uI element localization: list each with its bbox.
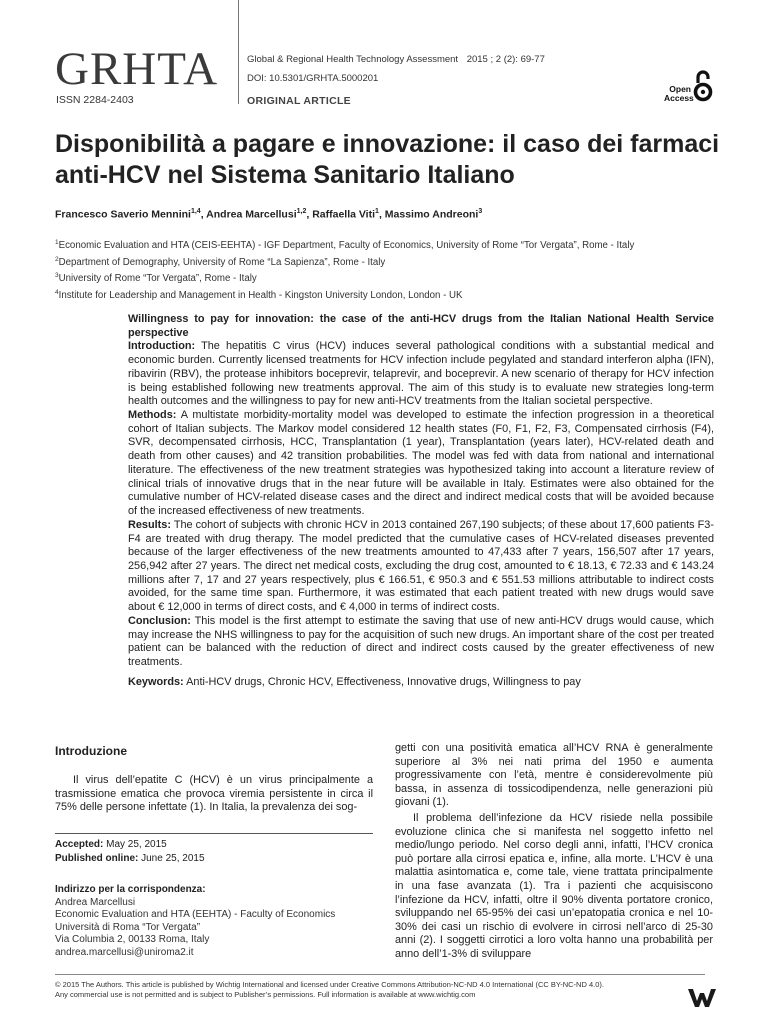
open-access-icon	[693, 69, 713, 103]
license-footer	[55, 980, 675, 1000]
masthead	[0, 0, 768, 115]
article-dates	[55, 838, 373, 866]
body-right-column	[395, 742, 713, 962]
abstract	[128, 313, 714, 689]
issn: ISSN 2284-2403	[56, 94, 134, 106]
correspondence-dept: Economic Evaluation and HTA (EEHTA) - Faculty of Economics	[55, 909, 336, 921]
masthead-divider	[238, 0, 239, 104]
correspondence-block	[55, 884, 373, 960]
article-type: ORIGINAL ARTICLE	[247, 95, 351, 107]
author-affil-ref: 3	[478, 208, 483, 215]
abstract-introduction: Introduction: The hepatitis C virus (HCV) induces several pathological conditions with a substantial medical and economic burden. Currently licensed treatments for HCV infection include pegylated and standard interferon alpha (IFN), ribavirin (RBV), the protease inhibitors boceprevir, telaprevir, and boceprevir. A new scenario of therapy for HCV infection is being established following new treatments approval. The aim of this study is to evaluate new strategies long-term health outcomes and the willingness to pay for new anti-HCV treatments from the Italian societal perspective.	[128, 340, 714, 408]
body-paragraph: getti con una positività ematica all’HCV RNA è generalmente superiore al 3% nei nati prima del 1950 e aumenta progressivamente con l’età, mentre è considerevolmente più bassa, in assenza di tossicodipendenza, nelle generazioni più giovani (1).	[395, 742, 713, 809]
body-paragraph: Il virus dell’epatite C (HCV) è un virus principalmente a trasmissione ematica che provoca viremia persistente in circa il 75% delle persone infettate (1). In Italia, la prevalenza dei sog-	[55, 774, 373, 814]
license-line: Any commercial use is not permitted and is subject to Publisher’s permissions. Full information is available at www.wichtig.com	[55, 990, 476, 999]
abstract-methods: Methods: A multistate morbidity-mortality model was developed to estimate the infection progression in a theoretical cohort of Italian subjects. The Markov model considered 12 health states (F0, F1, F2, F3, Compensated cirrhosis (F4), SVR, decompensated cirrhosis, HCC, Transplantation (1 year), Transplantation (years later), HCV-related death and death from other causes) and 42 transition probabilities. The model was fed with data from national and international literature. The effectiveness of the new treatment strategies was hypothesized taking into account a literature review of clinical trials of innovative drugs that in the near future will be available in Italy. Estimates were also obtained for the cumulative number of HCV-related disease cases and the direct and indirect medical costs that will be avoided because of the increased effectiveness of new treatments.	[128, 409, 714, 518]
affiliation-item: $^4$Institute for Leadership and Management in Health - Kingston University London, London - UK	[55, 289, 463, 302]
journal-name: Global & Regional Health Technology Assessment	[247, 54, 459, 65]
affiliation-list	[55, 236, 735, 303]
abstract-keywords: Keywords: Anti-HCV drugs, Chronic HCV, Effectiveness, Innovative drugs, Willingness to pay	[128, 675, 581, 688]
license-line: © 2015 The Authors. This article is published by Wichtig International and licensed under Creative Commons Attribution-NC-ND 4.0 International (CC BY-NC-ND 4.0).	[55, 980, 604, 989]
article-info-divider	[55, 833, 373, 834]
open-access-badge	[664, 69, 716, 105]
correspondence-heading: Indirizzo per la corrispondenza:	[55, 884, 206, 895]
correspondence-name: Andrea Marcellusi	[55, 896, 136, 908]
affiliation-item: $^3$University of Rome “Tor Vergata”, Rome - Italy	[55, 272, 257, 285]
author-name: Andrea Marcellusi	[206, 208, 297, 221]
correspondence-university: Università di Roma “Tor Vergata”	[55, 921, 201, 933]
footer-divider	[55, 974, 705, 975]
open-access-label: Open Access	[664, 84, 694, 103]
body-left-column	[55, 744, 373, 815]
doi-link[interactable]: DOI: 10.5301/GRHTA.5000201	[247, 73, 379, 84]
affiliation-item: $^2$Department of Demography, University of Rome “La Sapienza”, Rome - Italy	[55, 255, 386, 268]
abstract-conclusion: Conclusion: This model is the first attempt to estimate the saving that use of new anti-HCV drugs would cause, which may increase the NHS willingness to pay for the acquisition of such new drugs. An important share of the cost per treated patient can be balanced with the reduction of direct and indirect costs caused by the greater effectiveness of new treatments.	[128, 614, 714, 668]
author-affil-ref: 1,4	[190, 208, 201, 215]
section-heading: Introduzione	[55, 744, 127, 758]
abstract-results: Results: The cohort of subjects with chronic HCV in 2013 contained 267,190 subjects; of these about 17,600 patients F3-F4 are treated with drug therapy. The model predicted that the cumulative cases of HCV-related diseases prevented because of the larger effectiveness of the new treatments amounted to 47,433 after 7 years, 156,507 after 17 years, 256,942 after 27 years. The direct net medical costs, excluding the drug cost, amounted to € 18.13, € 72.33 and € 143.24 millions after 7, 17 and 27 years respectively, plus € 166.51, € 950.3 and € 551.53 millions attributable to indirect costs avoided, for the same time span. Furthermore, it was estimated that each patient treated with new drugs would save about € 12,000 in terms of direct costs, and € 4,000 in terms of indirect costs.	[128, 518, 714, 614]
journal-volume: 2 (2): 69-77	[495, 54, 545, 65]
publisher-logo-icon	[688, 987, 716, 1009]
correspondence-email[interactable]: andrea.marcellusi@uniroma2.it	[55, 946, 194, 958]
author-list: Francesco Saverio Mennini$^{1,4}$, Andrea Marcellusi$^{1,2}$, Raffaella Viti$^1$, Massimo Andreoni$^3$	[55, 208, 483, 221]
body-paragraph: Il problema dell’infezione da HCV risiede nella possibile evoluzione clinica che si manifesta nel soggetto infetto nel medio/lungo periodo. Nel corso degli anni, infatti, l’HCV cronica può portare alla cirrosi epatica e, infine, alla morte. L’HCV è una malattia asintomatica e, come tale, viene trattata principalmente in una fase avanzata (1). Tra i pazienti che acquisiscono l’infezione da HCV, infatti, oltre il 90% diventa portatore cronico, sviluppando nel 65-95% dei casi un’epatopatia cronica e nel 10-30% dei casi un rischio di evolvere in cirrosi nell’arco di 25-30 anni (2). I soggetti cirrotici a loro volta hanno una probabilità per anno dell’1-3% di sviluppare	[395, 811, 713, 960]
abstract-title: Willingness to pay for innovation: the case of the anti-HCV drugs from the Italian National Health Service perspective	[128, 313, 714, 339]
published-date: Published online: June 25, 2015	[55, 853, 205, 864]
author-name: Massimo Andreoni	[384, 208, 479, 221]
author-affil-ref: 1	[375, 208, 379, 215]
journal-logo: GRHTA	[55, 43, 219, 95]
affiliation-item: $^1$Economic Evaluation and HTA (CEIS-EEHTA) - IGF Department, Faculty of Economics, University of Rome “Tor Vergata”, Rome - Italy	[55, 239, 635, 252]
journal-year: 2015 ;	[466, 54, 494, 65]
author-name: Francesco Saverio Mennini	[55, 208, 191, 221]
correspondence-address: Via Columbia 2, 00133 Roma, Italy	[55, 934, 210, 946]
author-name: Raffaella Viti	[312, 208, 376, 221]
accepted-date: Accepted: May 25, 2015	[55, 839, 167, 850]
journal-citation	[247, 54, 545, 65]
author-affil-ref: 1,2	[296, 208, 307, 215]
article-title: Disponibilità a pagare e innovazione: il caso dei farmaci anti-HCV nel Sistema Sanitario Italiano	[55, 130, 720, 189]
